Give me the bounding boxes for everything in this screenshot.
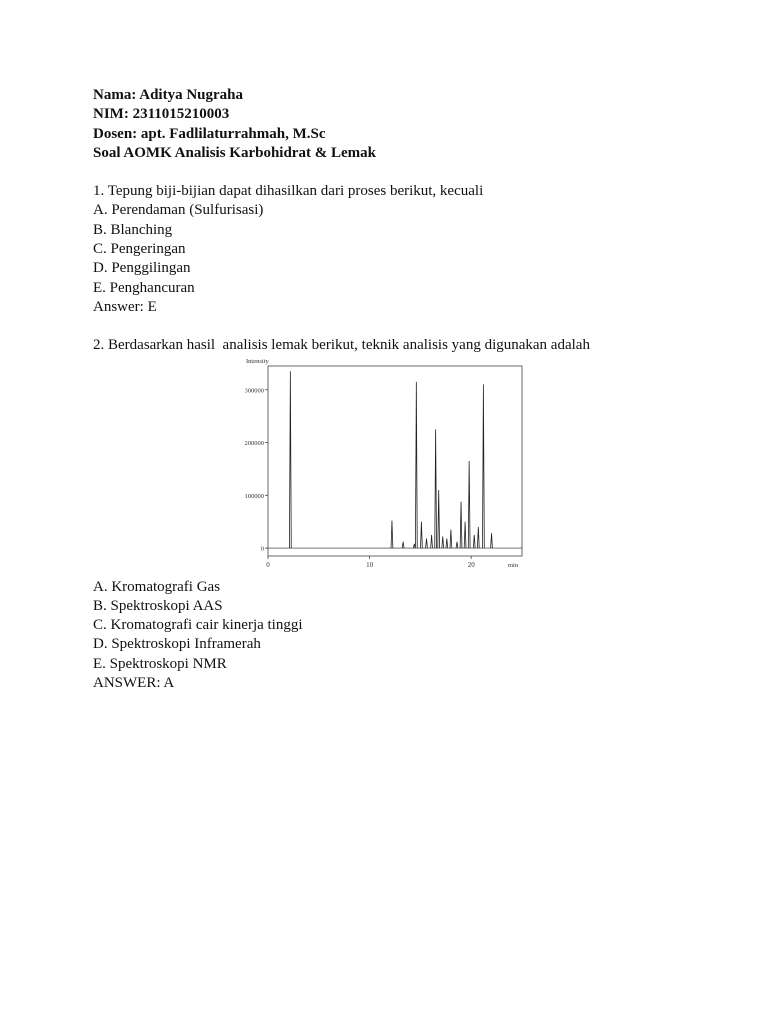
question-2-option-c: C. Kromatografi cair kinerja tinggi (93, 617, 303, 634)
y-tick-label: 100000 (244, 492, 264, 500)
peak (456, 541, 458, 547)
peak (438, 490, 440, 548)
question-1-option-e: E. Penghancuran (93, 279, 195, 296)
student-id: NIM: 2311015210003 (93, 106, 230, 123)
exam-title: Soal AOMK Analisis Karbohidrat & Lemak (93, 144, 376, 161)
question-1-prompt: 1. Tepung biji-bijian dapat dihasilkan dari proses berikut, kecuali (93, 183, 484, 200)
peak (450, 529, 452, 547)
peak (431, 534, 433, 547)
question-2-option-a: A. Kromatografi Gas (93, 578, 221, 595)
lecturer-name: Dosen: apt. Fadlilaturrahmah, M.Sc (93, 125, 326, 142)
spacer (93, 317, 713, 336)
peak (446, 538, 448, 548)
question-1-option-c: C. Pengeringan (93, 241, 186, 258)
question-2-option-d: D. Spektroskopi Inframerah (93, 636, 261, 653)
x-axis-label: min (508, 561, 519, 569)
y-tick-label: 300000 (244, 386, 264, 394)
question-2-option-e: E. Spektroskopi NMR (93, 655, 227, 672)
peak (468, 461, 470, 548)
y-tick-label: 200000 (244, 439, 264, 447)
peak (473, 534, 475, 547)
chromatogram-figure (93, 356, 713, 578)
chromatogram-chart (240, 356, 524, 578)
peak (464, 521, 466, 547)
peak (460, 501, 462, 547)
student-name: Nama: Aditya Nugraha (93, 87, 244, 103)
peak (421, 521, 423, 547)
peak (391, 520, 393, 547)
y-axis-label: Intensity (246, 357, 269, 365)
y-tick-label: 0 (260, 545, 264, 553)
question-2-option-b: B. Spektroskopi AAS (93, 597, 223, 614)
peak (289, 371, 291, 548)
x-tick-label: 20 (467, 560, 475, 569)
question-2-answer: ANSWER: A (93, 675, 175, 692)
x-tick-label: 10 (366, 560, 374, 569)
peak (435, 429, 437, 548)
peak (413, 543, 415, 547)
question-1-option-b: B. Blanching (93, 221, 173, 238)
question-1-option-a: A. Perendaman (Sulfurisasi) (93, 202, 264, 219)
x-tick-label: 0 (266, 560, 270, 569)
question-1-answer: Answer: E (93, 298, 157, 315)
document-content (93, 86, 713, 693)
question-2-prompt: 2. Berdasarkan hasil analisis lemak berikut, teknik analisis yang digunakan adalah (93, 337, 590, 354)
peak (415, 381, 417, 547)
peak (402, 541, 404, 547)
peak (491, 533, 493, 548)
peak (477, 527, 479, 548)
question-1-option-d: D. Penggilingan (93, 260, 191, 277)
peak (442, 536, 444, 548)
spacer (93, 163, 713, 182)
peak (482, 384, 484, 548)
peak (426, 538, 428, 548)
